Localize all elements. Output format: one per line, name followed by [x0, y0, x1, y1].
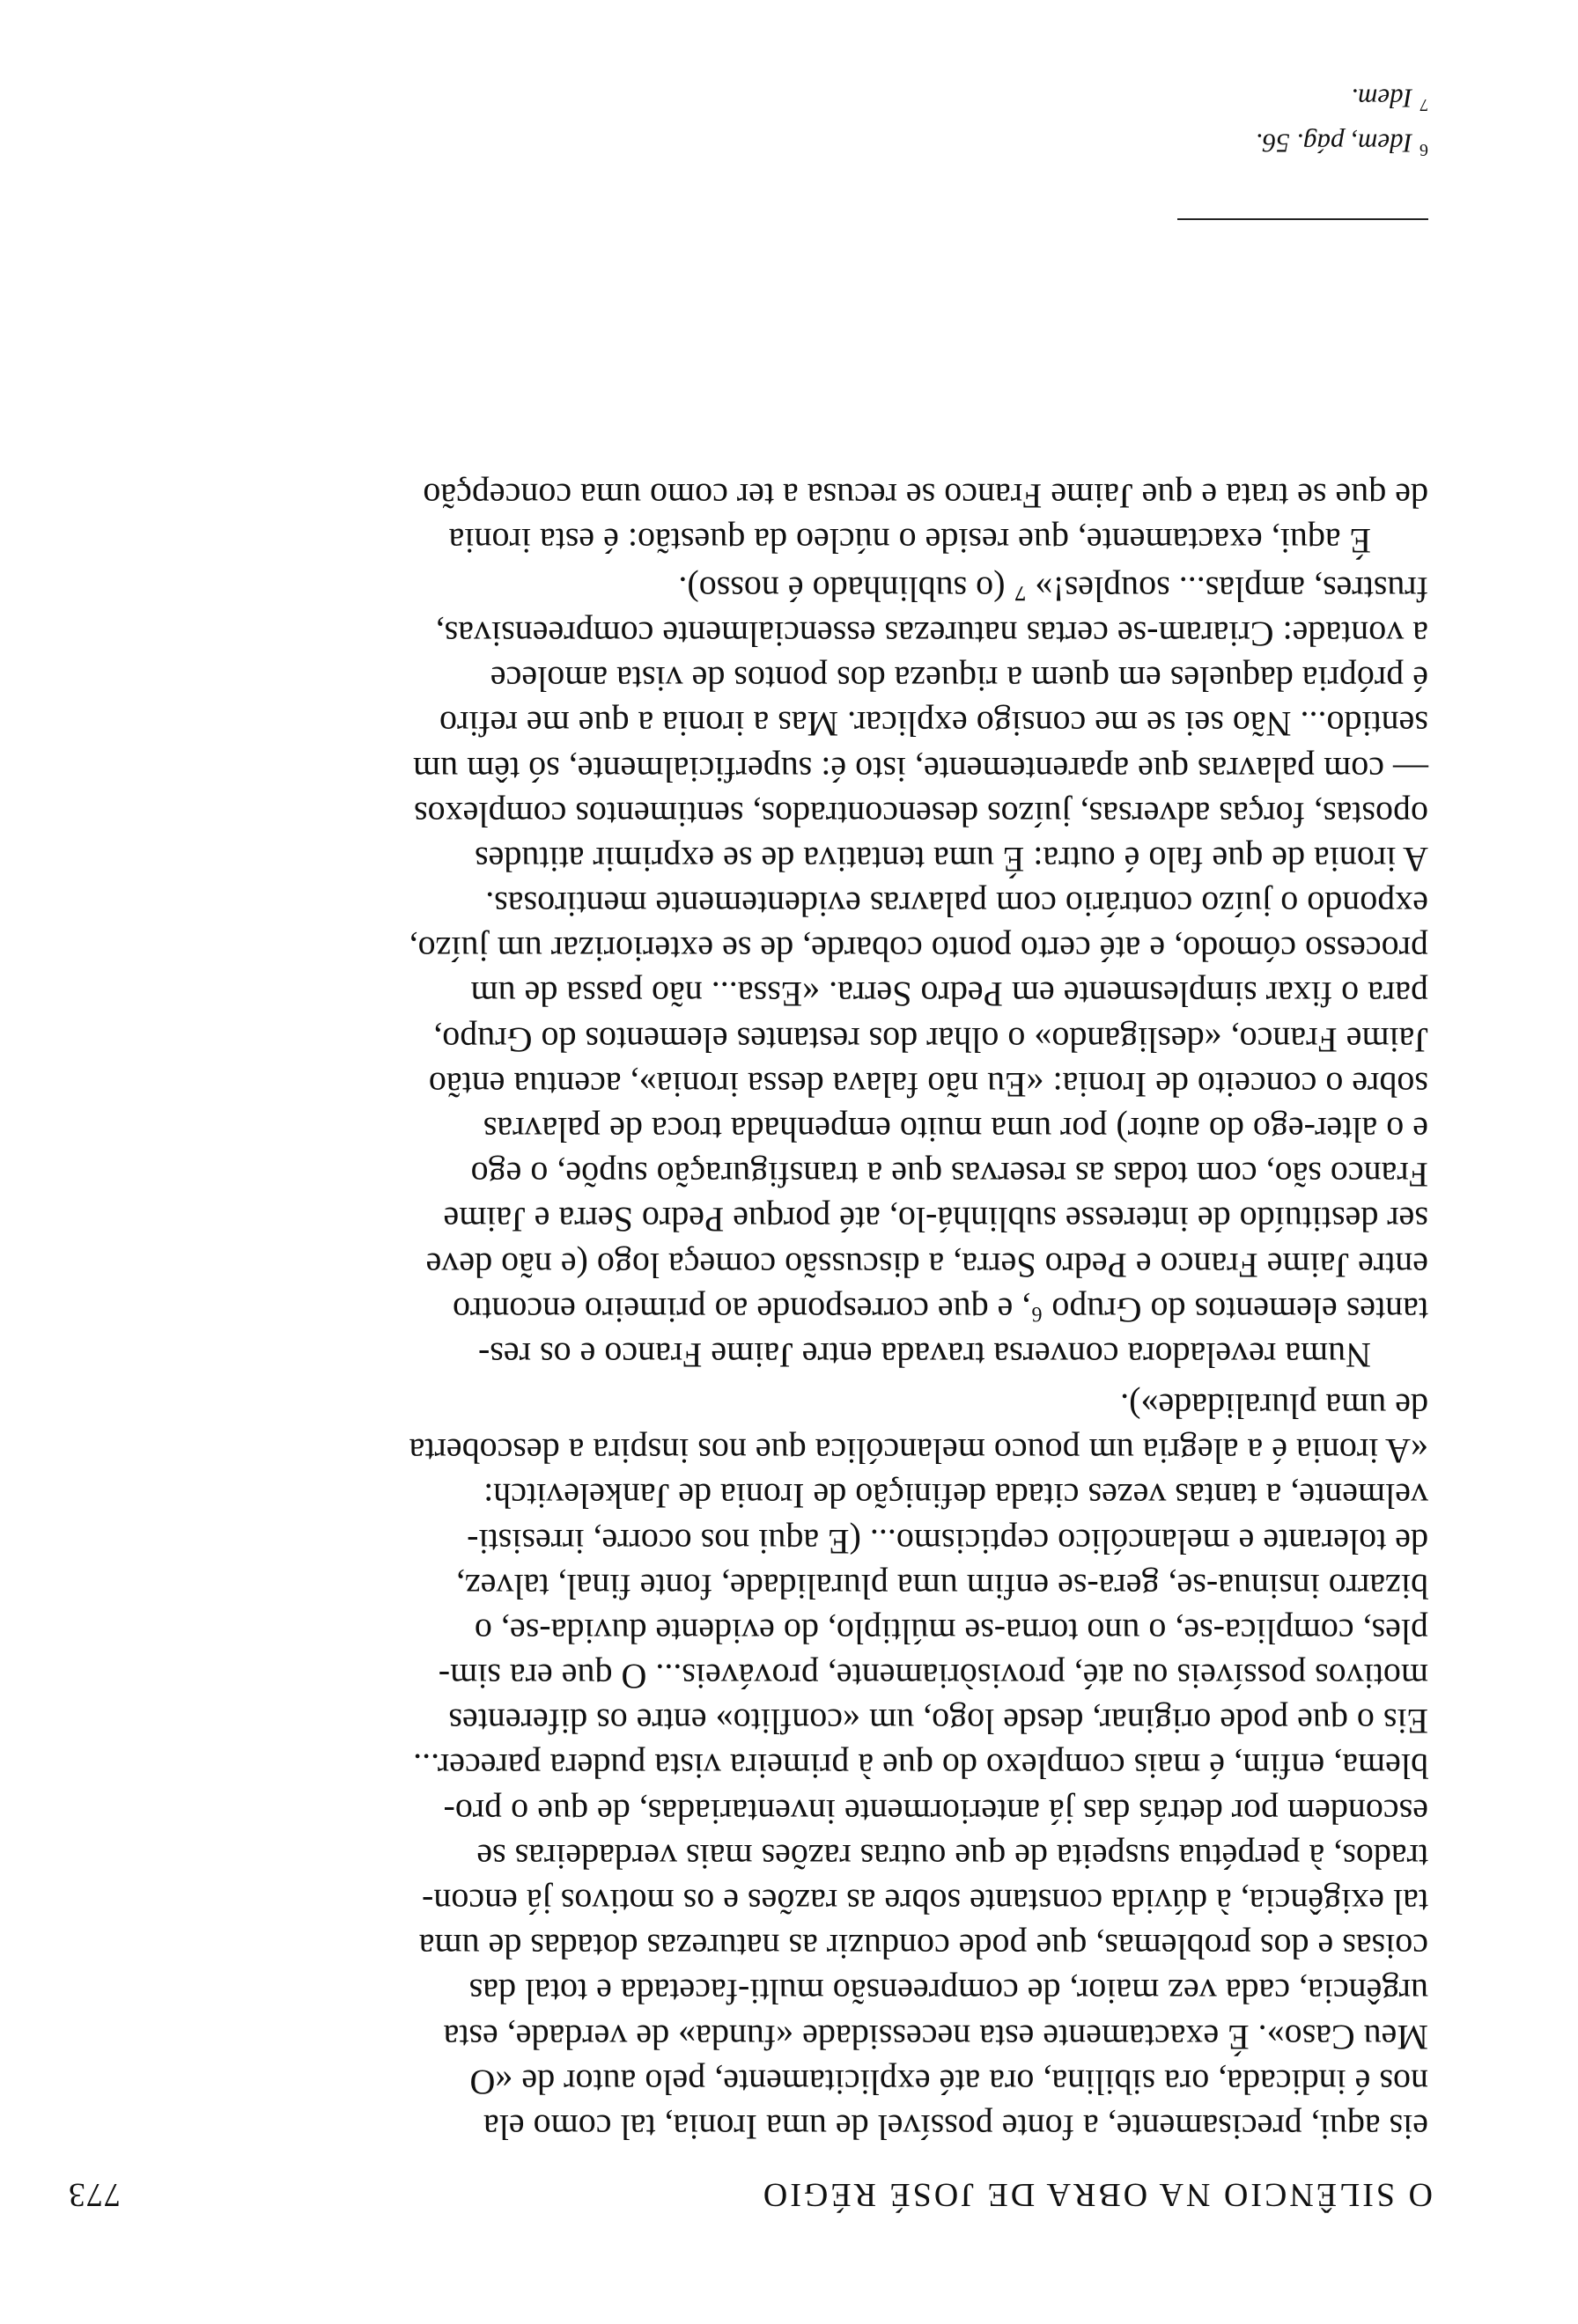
text-line: sentido... Não sei se me consigo explicar. Mas a ironia a que me refiro	[439, 704, 1428, 745]
text-line: Meu Caso». É exactamente esta necessidade «funda» de verdade, esta	[443, 2017, 1428, 2057]
text-line: bizarro insinua-se, gera-se enfim uma pluralidade, fonte final, talvez,	[456, 1566, 1428, 1607]
text-line: nos é indicada, ora sibilina, ora até explicitamente, pelo autor de «O	[469, 2062, 1428, 2102]
text-line: a vontade: Criaram-se certas naturezas essencialmente compreensivas,	[435, 614, 1428, 654]
text-line: tal exigência, à dúvida constante sobre as razões e os motivos já encon-	[422, 1882, 1428, 1923]
text-line: Numa reveladora conversa travada entre Jaime Franco e os res-	[478, 1335, 1371, 1375]
text-line: A ironia de que falo é outra: É uma tentativa de se exprimir atitudes	[475, 839, 1428, 879]
text-line: de uma pluralidade»).	[1120, 1386, 1428, 1426]
footnote-number: 6	[1419, 140, 1428, 159]
text-line: expondo o juízo contrário com palavras evidentemente mentirosas.	[485, 885, 1428, 925]
text-line: processo cómodo, e até certo ponto cobarde, de se exteriorizar um juízo,	[409, 930, 1428, 970]
text-line: É aqui, exactamente, que reside o núcleo da questão: é esta ironia	[448, 521, 1371, 561]
footnote-text: Idem, pág. 56.	[1255, 128, 1412, 159]
text-line: motivos possíveis ou até, provisòriamente, prováveis... O que era sim-	[438, 1657, 1428, 1697]
text-line: para o fixar simplesmente em Pedro Serra. «Essa... não passa de um	[470, 974, 1428, 1015]
text-line: urgência, cada vez maior, de compreensão multi-facetada e total das	[468, 1972, 1428, 2012]
page-header	[68, 2161, 1433, 2214]
text-line: ser destituído de interesse sublinhá-lo, até porque Pedro Serra e Jaime	[443, 1200, 1428, 1240]
running-title: O SILÊNCIO NA OBRA DE JOSÉ RÉGIO	[760, 2176, 1433, 2213]
paragraph-1	[68, 1384, 1428, 2150]
text-line: é própria daqueles em quem a riqueza dos pontos de vista amolece	[490, 659, 1428, 700]
text-line: Eis o que pode originar, desde logo, um «conflito» entre os diferentes	[448, 1702, 1428, 1742]
page-number: 773	[68, 2176, 121, 2213]
text-line: opostas, forças adversas, juízos desencontrados, sentimentos complexos	[414, 794, 1428, 835]
text-line: de tolerante e melancólico cepticismo... (E aqui nos ocorre, irresisti-	[467, 1521, 1428, 1562]
text-line: e o alter-ego do autor) por uma muito empenhada troca de palavras	[483, 1110, 1428, 1151]
footnote-text: Idem.	[1351, 83, 1412, 114]
text-line: — com palavras que aparentemente, isto é: superficialmente, só têm um	[413, 749, 1428, 790]
text-line: Franco são, com todas as reservas que a transfiguração supõe, o ego	[470, 1155, 1428, 1195]
text-line: ples, complica-se, o uno torna-se múltiplo, do evidente duvida-se, o	[474, 1611, 1428, 1651]
text-line: frustres, amplas... souples!» ⁷ (o sublinhado é nosso).	[678, 569, 1428, 609]
text-line: «A ironia é a alegria um pouco melancólica que nos inspira a descoberta	[409, 1431, 1428, 1472]
paragraph-2	[68, 567, 1428, 1378]
text-line: trados, à perpétua suspeita de que outras razões mais verdadeiras se	[476, 1836, 1428, 1877]
text-line: Jaime Franco, «desligando» o olhar dos restantes elementos do Grupo,	[433, 1019, 1428, 1060]
footnote-rule	[1177, 218, 1428, 220]
text-line: tantes elementos do Grupo ⁶, e que corresponde ao primeiro encontro	[452, 1290, 1428, 1330]
text-line: de que se trata e que Jaime Franco se recusa a ter como uma concepção	[423, 475, 1428, 516]
paragraph-3	[68, 474, 1428, 563]
text-line: blema, enfim, é mais complexo do que à primeira vista pudera parecer...	[413, 1747, 1428, 1787]
footnote	[636, 78, 1428, 123]
text-line: eis aqui, precisamente, a fonte possível de uma Ironia, tal como ela	[483, 2107, 1428, 2147]
footnote	[636, 124, 1428, 169]
text-line: escondem por detrás das já anteriormente inventariadas, de que o pro-	[443, 1791, 1428, 1832]
text-line: coisas e dos problemas, que pode conduzir as naturezas dotadas de uma	[418, 1927, 1428, 1967]
text-line: entre Jaime Franco e Pedro Serra, a discussão começa logo (e não deve	[425, 1245, 1428, 1285]
text-line: sobre o conceito de Ironia: «Eu não falava dessa ironia», acentua então	[428, 1064, 1428, 1105]
text-line: velmente, a tantas vezes citada definição de Ironia de Jankelevitch:	[483, 1476, 1428, 1517]
footnote-number: 7	[1419, 94, 1428, 114]
footnotes	[636, 78, 1428, 169]
